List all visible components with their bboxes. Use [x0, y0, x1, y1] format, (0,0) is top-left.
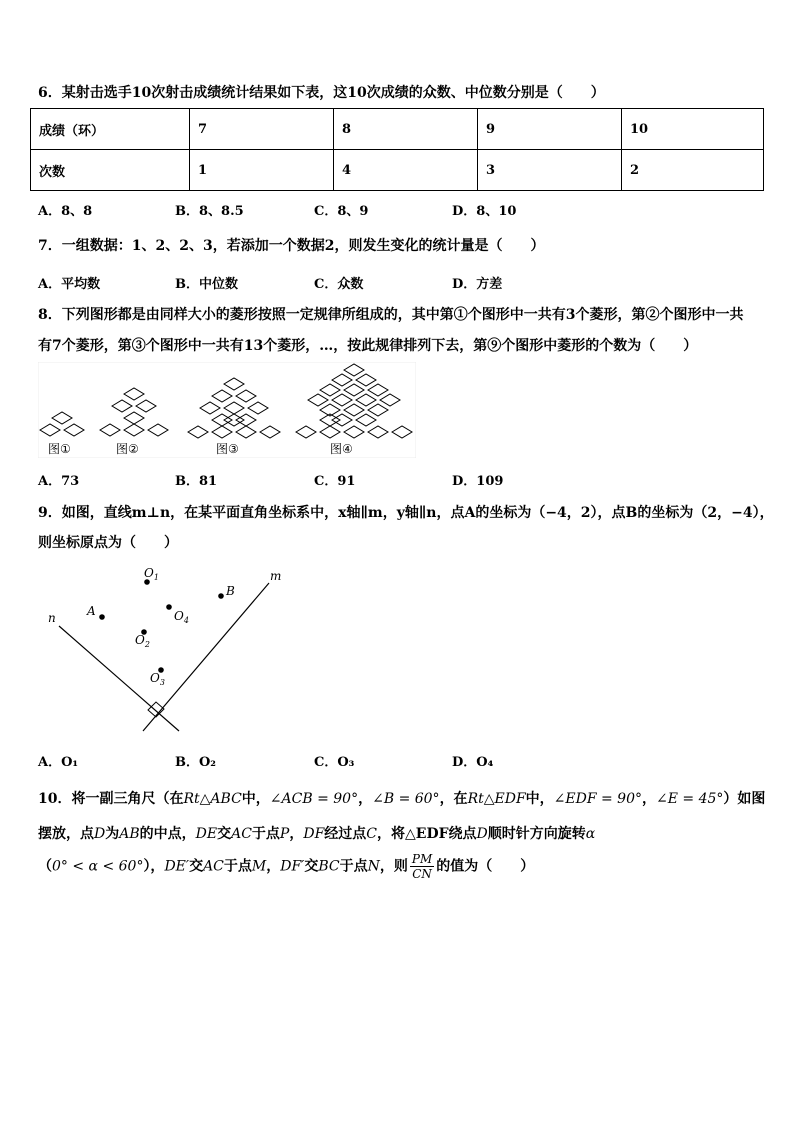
table-cell: 4 [334, 150, 478, 191]
figure-label: 图② [116, 442, 139, 456]
q9-stem-line2: 则坐标原点为（ ） [38, 535, 178, 551]
option-c[interactable]: C．O₃ [314, 755, 355, 770]
label-o3: $O_3$ [150, 671, 165, 687]
fraction-pm-over-cn: $\frac{PM}{CN}$ [411, 852, 433, 881]
table-cell: 10 [622, 109, 764, 150]
table-cell: 9 [478, 109, 622, 150]
line-m [143, 583, 269, 731]
point-b [218, 593, 224, 599]
table-cell: 2 [622, 150, 764, 191]
option-b[interactable]: B．中位数 [175, 277, 238, 292]
figure-label: 图③ [216, 442, 239, 456]
table-row [31, 109, 764, 150]
option-b[interactable]: B．O₂ [175, 755, 217, 770]
label-b: B [226, 584, 235, 598]
q7-stem: 7．一组数据：1、2、2、3，若添加一个数据2，则发生变化的统计量是（ ） [38, 238, 545, 254]
label-n: n [48, 611, 56, 625]
table-cell: 8 [334, 109, 478, 150]
table-cell: 7 [190, 109, 334, 150]
label-m: m [270, 569, 282, 583]
table-cell: 成绩（环） [31, 109, 190, 150]
option-a[interactable]: A．8、8 [38, 204, 93, 219]
option-a[interactable]: A．73 [38, 474, 80, 489]
q10-line3: （0° < α < 60°），DE′交AC于点M，DF′交BC于点N，则 $\frac{PM}{CN}$ 的值为（ ） [38, 852, 535, 881]
option-c[interactable]: C．8、9 [314, 204, 369, 219]
option-d[interactable]: D．O₄ [452, 755, 494, 770]
table-cell: 1 [190, 150, 334, 191]
label-o4: $O_4$ [174, 609, 189, 625]
option-a[interactable]: A．O₁ [38, 755, 79, 770]
option-b[interactable]: B．81 [175, 474, 218, 489]
q8-stem-line2: 有7个菱形，第③个图形中一共有13个菱形，…，按此规律排列下去，第⑨个图形中菱形的个数为（ ） [38, 338, 698, 354]
coordinate-lines-figure [40, 560, 340, 740]
label-o1: $O_1$ [144, 566, 159, 582]
option-b[interactable]: B．8、8.5 [175, 204, 244, 219]
point-o1 [144, 579, 150, 585]
table-cell: 3 [478, 150, 622, 191]
point-a [99, 614, 105, 620]
option-c[interactable]: C．91 [314, 474, 356, 489]
table-row [31, 150, 764, 191]
option-d[interactable]: D．109 [452, 474, 504, 489]
score-table [30, 108, 764, 191]
option-a[interactable]: A．平均数 [38, 277, 101, 292]
option-d[interactable]: D．方差 [452, 277, 503, 292]
option-d[interactable]: D．8、10 [452, 204, 517, 219]
point-o4 [166, 604, 172, 610]
option-c[interactable]: C．众数 [314, 277, 364, 292]
q10-line1: 10．将一副三角尺（在Rt△ABC中，∠ACB = 90°，∠B = 60°，在Rt△EDF中，∠EDF = 90°，∠E = 45°）如图 [38, 791, 766, 807]
q6-stem: 6．某射击选手10次射击成绩统计结果如下表，这10次成绩的众数、中位数分别是（ ） [38, 85, 605, 101]
rhombus-pattern-figure [38, 362, 416, 458]
q10-line2: 摆放，点D为AB的中点，DE交AC于点P，DF经过点C，将△EDF绕点D顺时针方向旋转α [38, 826, 596, 842]
label-o2: $O_2$ [135, 633, 150, 649]
table-cell: 次数 [31, 150, 190, 191]
q8-stem-line1: 8．下列图形都是由同样大小的菱形按照一定规律所组成的，其中第①个图形中一共有3个菱形，第②个图形中一共 [38, 307, 744, 323]
figure-label: 图④ [330, 442, 353, 456]
label-a: A [87, 604, 96, 618]
figure-label: 图① [48, 442, 71, 456]
q9-stem-line1: 9．如图，直线m⊥n，在某平面直角坐标系中，x轴∥m，y轴∥n，点A的坐标为（−4，2），点B的坐标为（2，−4）， [38, 505, 774, 521]
